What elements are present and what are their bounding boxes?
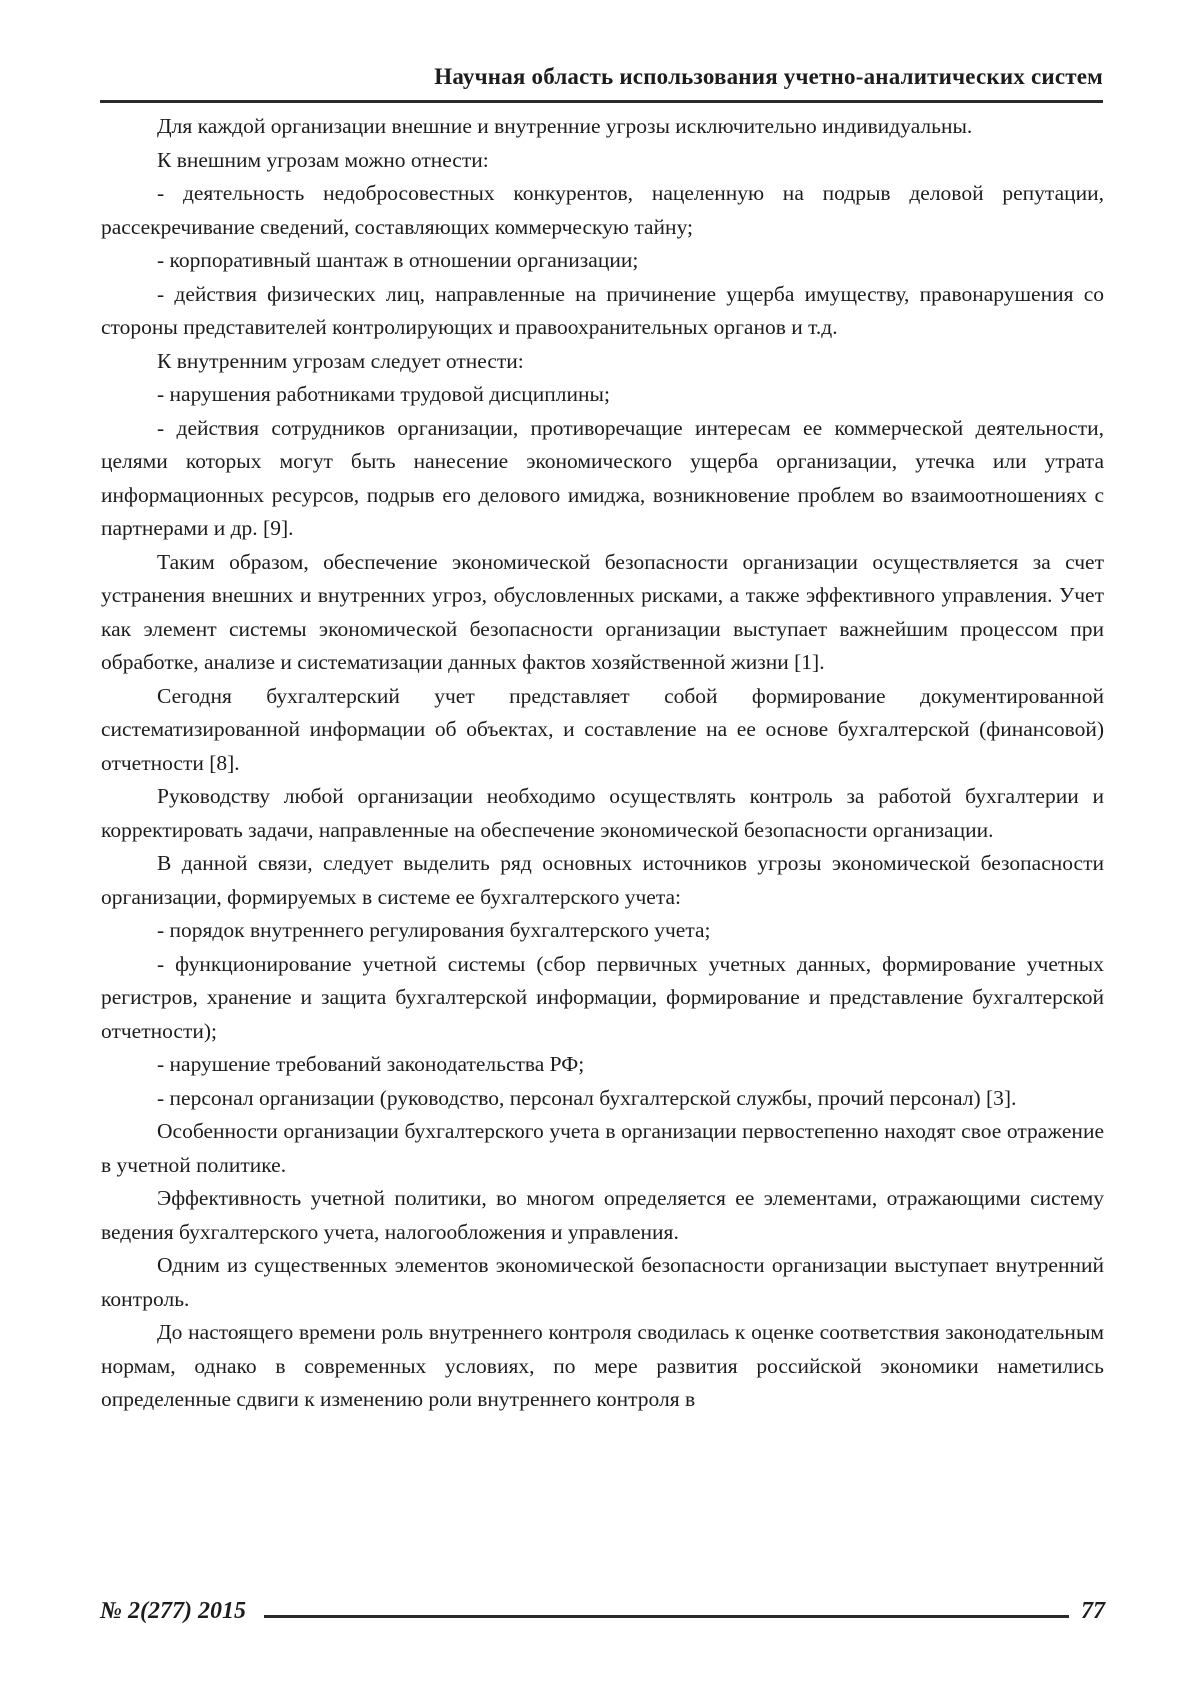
list-item-paragraph: - порядок внутреннего регулирования бухгалтерского учета; bbox=[157, 918, 711, 942]
paragraph: Для каждой организации внешние и внутренние угрозы исключительно индивидуальны. bbox=[157, 114, 973, 138]
document-body bbox=[101, 110, 1104, 1417]
list-item-paragraph: - корпоративный шантаж в отношении организации; bbox=[157, 248, 639, 272]
paragraph: Руководству любой организации необходимо осуществлять контроль за работой бухгалтерии и корректировать задачи, направленные на обеспечение экономической безопасности организации. bbox=[101, 784, 1104, 842]
page-header bbox=[100, 64, 1103, 90]
footer-page-number: 77 bbox=[1081, 1598, 1105, 1624]
header-rule bbox=[100, 100, 1103, 103]
paragraph: Таким образом, обеспечение экономической безопасности организации осуществляется за счет устранения внешних и внутренних угроз, обусловленных рисками, а также эффективного управления. Учет как элемент системы экономической безопасности организации выступает важнейшим процессом при обработке, анализе и систематизации данных фактов хозяйственной жизни [1]. bbox=[101, 549, 1104, 674]
paragraph: К внешним угрозам можно отнести: bbox=[157, 147, 489, 172]
paragraph: Эффективность учетной политики, во многом определяется ее элементами, отражающими систему ведения бухгалтерского учета, налогообложения и управления. bbox=[101, 1186, 1104, 1244]
paragraph: В данной связи, следует выделить ряд основных источников угрозы экономической безопасности организации, формируемых в системе ее бухгалтерского учета: bbox=[101, 851, 1104, 909]
list-item-paragraph: - персонал организации (руководство, персонал бухгалтерской службы, прочий персонал) [3]. bbox=[157, 1085, 1017, 1110]
footer-rule bbox=[264, 1615, 1069, 1618]
list-item-paragraph: - деятельность недобросовестных конкурентов, нацеленную на подрыв деловой репутации, рассекречивание сведений, составляющих коммерческую тайну; bbox=[101, 181, 1104, 239]
page-footer bbox=[100, 1598, 1105, 1625]
paragraph: Сегодня бухгалтерский учет представляет собой формирование документированной систематизированной информации об объектах, и составление на ее основе бухгалтерской (финансовой) отчетности [8]. bbox=[101, 683, 1104, 775]
list-item-paragraph: - нарушения работниками трудовой дисциплины; bbox=[157, 382, 610, 406]
list-item-paragraph: - действия сотрудников организации, противоречащие интересам ее коммерческой деятельности, целями которых могут быть нанесение экономического ущерба организации, утечка или утрата информационных ресурсов, подрыв его делового имиджа, возникновение проблем во взаимоотношениях с партнерами и др. [9]. bbox=[101, 415, 1104, 540]
list-item-paragraph: - действия физических лиц, направленные на причинение ущерба имуществу, правонарушения со стороны представителей контролирующих и правоохранительных органов и т.д. bbox=[101, 281, 1104, 339]
paragraph: Особенности организации бухгалтерского учета в организации первостепенно находят свое отражение в учетной политике. bbox=[101, 1119, 1104, 1177]
paragraph: К внутренним угрозам следует отнести: bbox=[157, 348, 524, 373]
paragraph: Одним из существенных элементов экономической безопасности организации выступает внутренний контроль. bbox=[101, 1253, 1104, 1311]
paragraph: До настоящего времени роль внутреннего контроля сводилась к оценке соответствия законодательным нормам, однако в современных условиях, по мере развития российской экономики наметились определенные сдвиги к изменению роли внутреннего контроля в bbox=[101, 1320, 1104, 1411]
list-item-paragraph: - функционирование учетной системы (сбор первичных учетных данных, формирование учетных регистров, хранение и защита бухгалтерской информации, формирование и представление бухгалтерской отчетности); bbox=[101, 951, 1104, 1043]
list-item-paragraph: - нарушение требований законодательства РФ; bbox=[157, 1052, 585, 1076]
footer-issue-label: № 2(277) 2015 bbox=[100, 1598, 246, 1624]
running-header-title: Научная область использования учетно-аналитических систем bbox=[434, 64, 1103, 89]
